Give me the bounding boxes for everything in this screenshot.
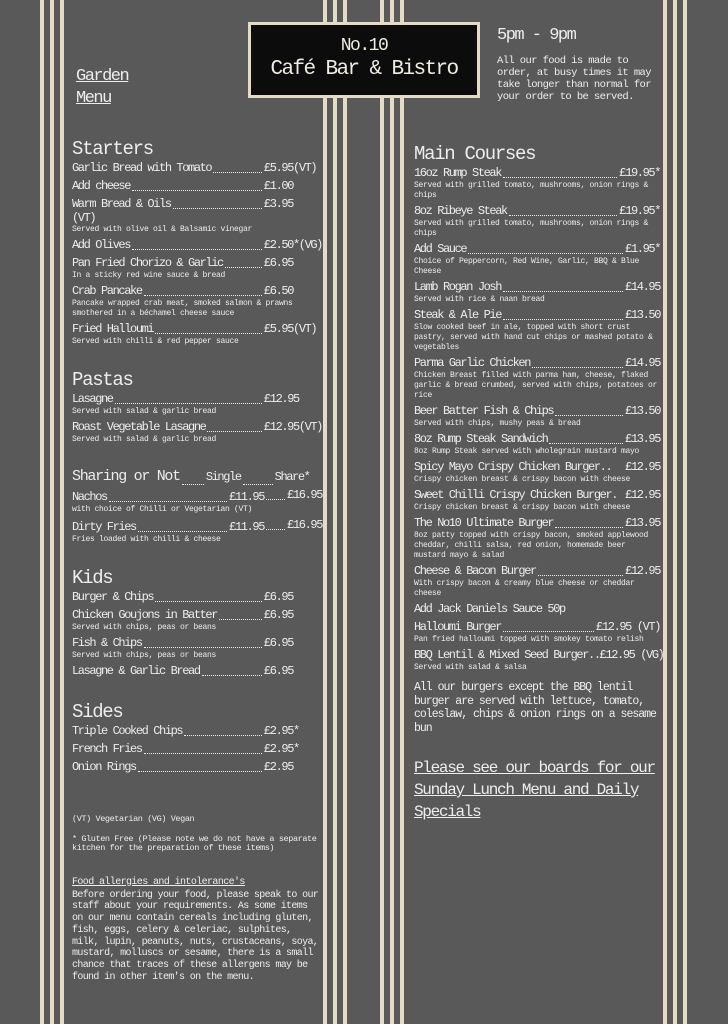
item-price: £13.50 [625, 404, 660, 418]
boards-link[interactable]: Please see our boards for our Sunday Lunch Menu and Daily Specials [414, 759, 655, 821]
item-price: £5.95 [264, 161, 294, 175]
price-box [625, 356, 660, 371]
item-line [72, 392, 322, 407]
menu-item [414, 166, 660, 201]
menu-item [414, 242, 660, 277]
item-name: Chicken Goujons in Batter [72, 608, 218, 622]
price-box [264, 664, 322, 679]
item-line [414, 242, 660, 257]
item-name: BBQ Lentil & Mixed Seed Burger.. [414, 648, 600, 662]
menu-item [414, 488, 660, 513]
section-heading [72, 466, 322, 488]
price-box [596, 620, 660, 635]
stripe [60, 0, 64, 1024]
price-box [600, 648, 664, 663]
item-line [72, 488, 322, 505]
price-box [264, 284, 322, 299]
item-line [414, 404, 660, 419]
leader-dots [266, 499, 285, 500]
item-name: Dirty Fries [72, 520, 136, 534]
item-name: Nachos [72, 490, 107, 504]
item-line [72, 742, 322, 757]
logo-line-2: Café Bar & Bistro [270, 58, 458, 81]
item-description: Chicken Breast filled with parma ham, cheese, flaked garlic & bread crumbed, served with chips, potatoes or rice [414, 371, 658, 400]
item-price: £14.95 [625, 280, 660, 294]
menu-item [72, 179, 322, 194]
heading-text: Sharing or Not [72, 468, 180, 485]
item-line [72, 238, 322, 253]
menu-item [414, 280, 660, 305]
item-line [414, 308, 660, 323]
item-line [414, 564, 660, 579]
menu-item [414, 432, 660, 457]
item-price: £12.95 [263, 420, 299, 434]
item-name: Lasagne & Garlic Bread [72, 664, 200, 678]
menu-item [72, 392, 322, 417]
item-description: Served with olive oil & Balsamic vinegar [72, 225, 253, 234]
item-price-share: £16.95 [287, 488, 322, 502]
menu-item [414, 356, 660, 401]
item-price: £6.95 [264, 664, 294, 678]
price-box [264, 179, 322, 194]
price-box [264, 256, 322, 271]
leader-dots [144, 647, 262, 648]
item-price: £12.95 [625, 460, 660, 474]
item-name: Fried Halloumi [72, 322, 154, 336]
logo [248, 22, 480, 98]
item-name: Fish & Chips [72, 636, 142, 650]
section-heading: Pastas [72, 369, 133, 391]
leader-dots [115, 403, 262, 404]
item-price-share: £16.95 [287, 518, 322, 532]
item-price-single: £11.95 [229, 520, 264, 534]
price-box [264, 197, 322, 212]
item-price: £12.95 [599, 648, 635, 662]
leader-dots [503, 291, 623, 292]
stripe [333, 0, 337, 1024]
stripe [323, 0, 327, 1024]
menu-item [72, 488, 322, 515]
item-description: Served with salad & garlic bread [72, 407, 217, 416]
item-price: £19.95* [619, 166, 660, 180]
item-name: Triple Cooked Chips [72, 724, 183, 738]
leader-dots [266, 529, 285, 530]
item-price: £2.95* [264, 742, 299, 756]
dietary-tag: (VT) [293, 322, 317, 336]
menu-item [414, 204, 660, 239]
item-line [414, 648, 664, 663]
item-price: £12.95 [625, 488, 660, 502]
item-line [414, 516, 660, 531]
item-price: £2.95 [264, 760, 294, 774]
menu-item [72, 518, 322, 545]
menu-item [414, 308, 660, 353]
dietary-tag: (VT) [72, 211, 96, 225]
item-description: with choice of Chilli or Vegetarian (VT) [72, 505, 253, 514]
item-price: £6.50 [264, 284, 294, 298]
menu-item [414, 404, 660, 429]
stripe [50, 0, 54, 1024]
price-box [625, 308, 660, 323]
column-label-single: Single [205, 470, 241, 484]
intro-text: All our food is made to order, at busy times it may take longer than normal for your order to be served. [497, 55, 651, 103]
item-description: Served with salad & salsa [414, 663, 527, 672]
item-price: £2.95* [264, 724, 299, 738]
leader-dots [509, 215, 618, 216]
item-line [414, 432, 660, 447]
stripe [343, 0, 347, 1024]
menu-item [72, 256, 322, 281]
leader-dots [155, 333, 262, 334]
item-name: French Fries [72, 742, 142, 756]
item-name: 8oz Rump Steak Sandwich [414, 432, 548, 446]
menu-item [72, 161, 322, 176]
leader-dots [207, 431, 262, 432]
item-description: Choice of Peppercorn, Red Wine, Garlic, BBQ & Blue Cheese [414, 257, 640, 276]
item-description: With crispy bacon & creamy blue cheese or cheddar cheese [414, 579, 635, 598]
leader-dots [132, 249, 262, 250]
price-box [625, 432, 660, 447]
price-box [264, 420, 322, 435]
item-price: £1.95* [625, 242, 660, 256]
price-box [625, 460, 660, 475]
price-box [625, 488, 660, 503]
item-line [414, 488, 660, 503]
item-description: Served with grilled tomato, mushrooms, onion rings & chips [414, 219, 649, 238]
leader-dots [549, 443, 623, 444]
leader-dots [468, 253, 623, 254]
menu-item [72, 197, 322, 235]
item-description: Served with chilli & red pepper sauce [72, 337, 239, 346]
item-line [414, 620, 660, 635]
dietary-tag: (VG) [298, 238, 322, 252]
section-heading: Sides [72, 701, 123, 723]
menu-item [414, 460, 660, 485]
right-column [414, 136, 664, 823]
stripe [683, 0, 687, 1024]
dietary-tag: (VT) [630, 620, 660, 634]
stripe [400, 0, 404, 1024]
item-line [72, 322, 322, 337]
item-description: In a sticky red wine sauce & bread [72, 271, 226, 280]
item-name: Spicy Mayo Crispy Chicken Burger.. [414, 460, 612, 474]
menu-item [72, 420, 322, 445]
menu-item [72, 284, 322, 319]
leader-dots [184, 735, 262, 736]
leader-dots [555, 415, 623, 416]
left-column [72, 131, 322, 984]
item-name: Roast Vegetable Lasagne [72, 420, 206, 434]
dietary-tag: (VT) [293, 161, 317, 175]
stripe [673, 0, 677, 1024]
leader-dots [109, 501, 227, 502]
item-description: Served with chips, mushy peas & bread [414, 419, 581, 428]
item-description: Served with grilled tomato, mushrooms, onion rings & chips [414, 181, 649, 200]
item-price: £3.95 [264, 197, 294, 211]
item-line [72, 161, 322, 176]
leader-dots [503, 177, 617, 178]
item-line [72, 284, 322, 299]
item-line [72, 724, 322, 739]
item-name: Parma Garlic Chicken [414, 356, 531, 370]
leader-dots [155, 601, 262, 602]
item-line [414, 166, 660, 181]
leader-dots [555, 527, 623, 528]
item-description: Served with chips, peas or beans [72, 651, 217, 660]
menu-item [72, 664, 322, 679]
price-box [264, 161, 322, 176]
item-line [414, 204, 660, 219]
leader-dots [503, 631, 594, 632]
item-name: Pan Fried Chorizo & Garlic [72, 256, 223, 270]
item-description: Served with chips, peas or beans [72, 623, 217, 632]
allergy-heading: Food allergies and intolerance's [72, 876, 245, 888]
item-description: 8oz patty topped with crispy bacon, smoked applewood cheddar, chilli salsa, red onion, homemade beer mustard mayo & salad [414, 531, 649, 560]
leader-dots [213, 172, 262, 173]
item-line [72, 608, 322, 623]
section-gap [72, 350, 322, 362]
item-price: £12.95 [596, 620, 631, 634]
item-description: Served with salad & garlic bread [72, 435, 217, 444]
item-line [414, 280, 660, 295]
item-name: Crab Pancake [72, 284, 142, 298]
item-name: The No10 Ultimate Burger [414, 516, 554, 530]
price-box [625, 242, 660, 257]
price-box [264, 636, 322, 651]
item-price: £14.95 [625, 356, 660, 370]
section-heading: Kids [72, 567, 113, 589]
price-box [264, 760, 322, 775]
item-line [414, 460, 660, 475]
menu-item [414, 564, 660, 599]
section-heading: Starters [72, 138, 153, 160]
item-price: £19.95* [619, 204, 660, 218]
item-price: £6.95 [264, 608, 294, 622]
menu-item [72, 724, 322, 739]
item-name: Burger & Chips [72, 590, 154, 604]
item-description: Crispy chicken breast & crispy bacon with cheese [414, 475, 631, 484]
item-description: Pan fried halloumi topped with smokey tomato relish [414, 635, 644, 644]
leader-dots [138, 771, 262, 772]
item-price: £6.95 [264, 636, 294, 650]
leader-dots [225, 267, 262, 268]
price-box [625, 564, 660, 579]
item-name: Lasagne [72, 392, 113, 406]
menu-item [72, 742, 322, 757]
item-line [72, 256, 322, 271]
section-heading: Main Courses [414, 143, 536, 165]
allergy-text: Before ordering your food, please speak to our staff about your requirements. As some items on our menu contain cereals including gluten, fish, eggs, celery & celeriac, sulphites, milk, lupin, peanuts, nuts, crustaceans, soya, mustard, molluscs or sesame, there is a small chance that traces of these allergens may be found in other item's on the menu. [72, 889, 319, 984]
item-description: Slow cooked beef in ale, topped with short crust pastry, served with hand cut chips or mashed potato & vegetables [414, 323, 653, 352]
price-box [264, 608, 322, 623]
item-price-single: £11.95 [229, 490, 264, 504]
burger-note: All our burgers except the BBQ lentil burger are served with lettuce, tomato, coleslaw, chips & onion rings on a sesame bun [414, 681, 656, 735]
leader-dots [138, 531, 227, 532]
item-line [72, 760, 322, 775]
item-name: Beer Batter Fish & Chips [414, 404, 554, 418]
leader-dots [132, 190, 262, 191]
item-price: £13.95 [625, 516, 660, 530]
menu-item [414, 620, 660, 645]
item-name: Add Sauce [414, 242, 467, 256]
item-name: 16oz Rump Steak [414, 166, 502, 180]
garden-menu-line-1: Garden [76, 67, 129, 86]
item-name: Halloumi Burger [414, 620, 502, 634]
item-price: £6.95 [264, 590, 294, 604]
price-box [264, 724, 322, 739]
item-price: £12.95 [264, 392, 299, 406]
price-box [264, 742, 322, 757]
item-name: Add Olives [72, 238, 131, 252]
item-line [72, 197, 322, 212]
item-name: Add cheese [72, 179, 131, 193]
menu-item [72, 608, 322, 633]
price-box [625, 404, 660, 419]
item-name: Lamb Rogan Josh [414, 280, 502, 294]
leader-dots [532, 367, 623, 368]
dietary-key: (VT) Vegetarian (VG) Vegan [72, 814, 195, 824]
item-description: 8oz Rump Steak served with wholegrain mustard mayo [414, 447, 640, 456]
garden-menu-title [76, 66, 128, 110]
item-name: Cheese & Bacon Burger [414, 564, 536, 578]
menu-item [72, 238, 322, 253]
item-price: £1.00 [264, 179, 294, 193]
item-name: 8oz Ribeye Steak [414, 204, 507, 218]
price-box [264, 518, 322, 533]
item-line [72, 636, 322, 651]
item-description: Crispy chicken breast & crispy bacon with cheese [414, 503, 631, 512]
item-name: Warm Bread & Oils [72, 197, 171, 211]
leader-dots [202, 675, 262, 676]
price-box [264, 488, 322, 503]
garden-menu-line-2: Menu [76, 89, 111, 108]
column-label-share: Share* [274, 470, 310, 484]
item-name: Steak & Ale Pie [414, 308, 502, 322]
leader-dots [173, 208, 262, 209]
opening-hours: 5pm - 9pm [497, 26, 576, 45]
menu-item [414, 516, 660, 561]
menu-item [72, 636, 322, 661]
item-price: £13.50 [625, 308, 660, 322]
item-price: £12.95 [625, 564, 660, 578]
leader-dots [219, 619, 262, 620]
item-line [414, 356, 660, 371]
dietary-tag: (VG) [634, 648, 664, 662]
logo-line-1: No.10 [340, 36, 388, 56]
item-name: Onion Rings [72, 760, 136, 774]
leader-dots [503, 319, 623, 320]
item-description: Fries loaded with chilli & cheese [72, 535, 221, 544]
dietary-tag: (VT) [298, 420, 322, 434]
item-price: £13.95 [625, 432, 660, 446]
item-line [414, 602, 660, 617]
leader-dots [144, 753, 262, 754]
menu-item [72, 760, 322, 775]
price-box [264, 590, 322, 605]
price-box [264, 322, 322, 337]
section-gap [72, 448, 322, 460]
item-line [72, 420, 322, 435]
menu-item [72, 322, 322, 347]
section-gap [72, 682, 322, 694]
item-price: £5.95 [264, 322, 294, 336]
item-name: Garlic Bread with Tomato [72, 161, 212, 175]
menu-item [72, 590, 322, 605]
leader-dots [243, 484, 273, 485]
price-box [264, 392, 322, 407]
stripe [40, 0, 44, 1024]
stripe [380, 0, 384, 1024]
price-box [619, 166, 660, 181]
section-gap [72, 548, 322, 560]
leader-dots [538, 575, 623, 576]
item-name: Sweet Chilli Crispy Chicken Burger. [414, 488, 618, 502]
price-box [619, 204, 660, 219]
item-description: Served with rice & naan bread [414, 295, 545, 304]
item-price: £6.95 [264, 256, 294, 270]
item-line [72, 590, 322, 605]
price-box [264, 238, 322, 253]
item-name: Add Jack Daniels Sauce 50p [414, 602, 565, 616]
item-description: Pancake wrapped crab meat, smoked salmon & prawns smothered in a béchamel cheese sauce [72, 299, 293, 318]
price-box [625, 280, 660, 295]
leader-dots [182, 484, 204, 485]
item-line [72, 664, 322, 679]
gluten-free-note: * Gluten Free (Please note we do not have a separate kitchen for the preparation of these items) [72, 833, 317, 853]
stripe [663, 0, 667, 1024]
item-line [72, 179, 322, 194]
stripe [390, 0, 394, 1024]
price-box [625, 516, 660, 531]
item-line [72, 518, 322, 535]
item-price: £2.50* [263, 238, 299, 252]
menu-item [414, 602, 660, 617]
leader-dots [144, 295, 262, 296]
menu-item [414, 648, 664, 673]
